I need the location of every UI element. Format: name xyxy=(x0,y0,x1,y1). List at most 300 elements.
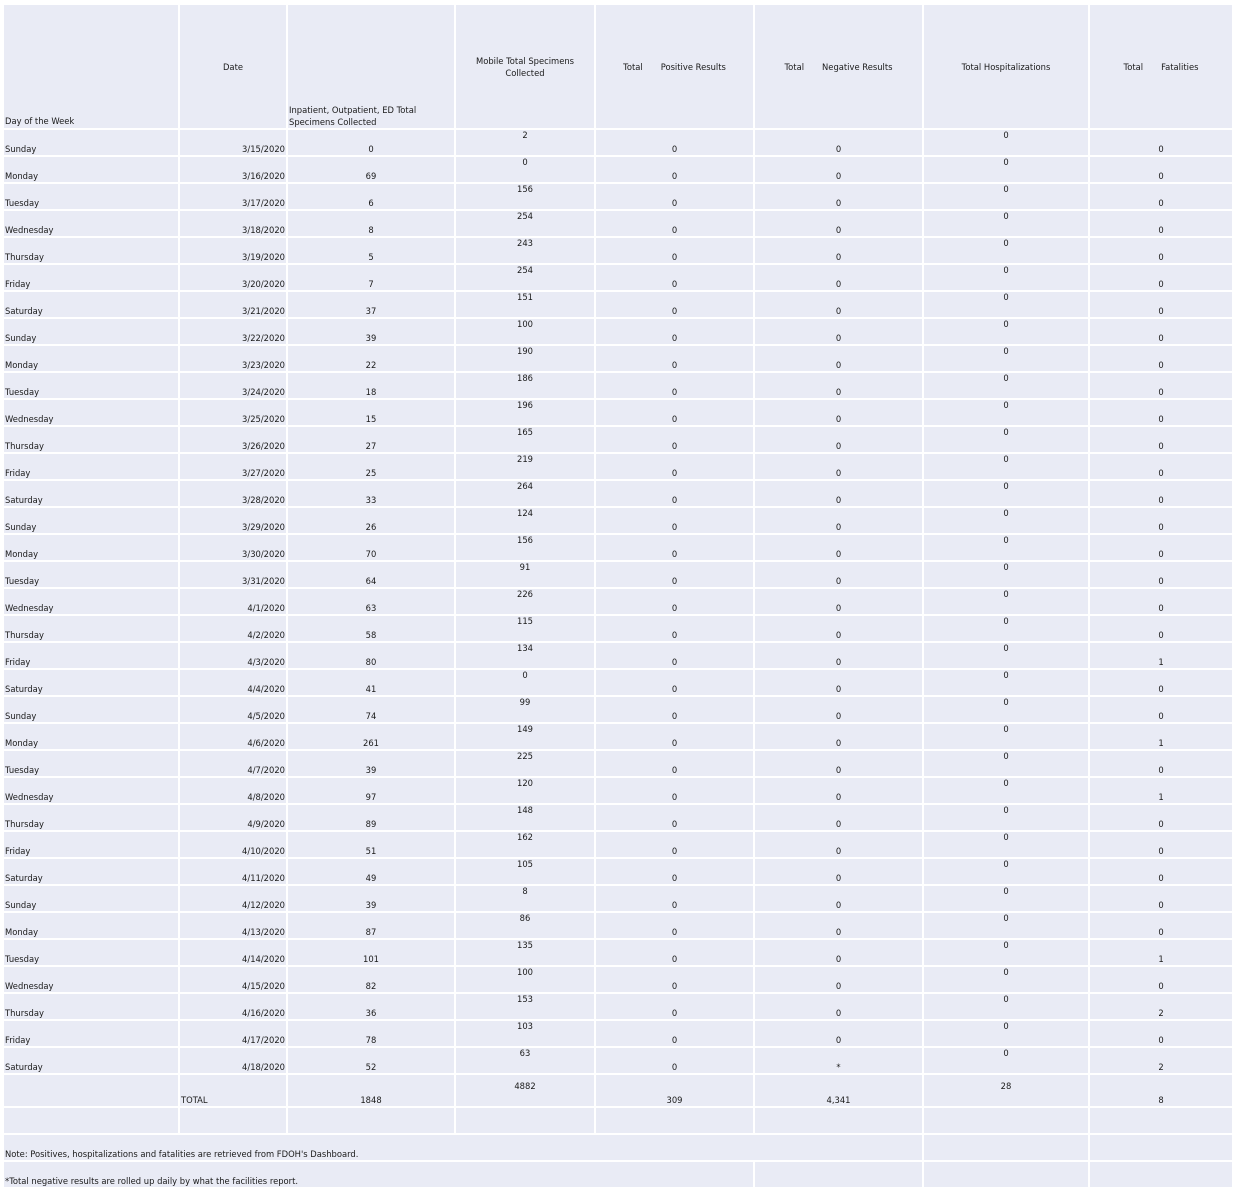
header-hospitalizations: Total Hospitalizations xyxy=(924,5,1088,128)
negative-cell: 0 xyxy=(755,346,922,371)
hospitalizations-cell: 0 xyxy=(924,967,1088,992)
ioe-specimens-cell: 89 xyxy=(288,805,454,830)
hospitalizations-cell: 0 xyxy=(924,940,1088,965)
table-row xyxy=(4,805,1232,830)
positive-cell: 0 xyxy=(596,913,753,938)
mobile-specimens-cell: 115 xyxy=(456,616,594,641)
positive-cell: 0 xyxy=(596,292,753,317)
positive-cell: 0 xyxy=(596,886,753,911)
positive-cell: 0 xyxy=(596,778,753,803)
mobile-specimens-cell: 156 xyxy=(456,184,594,209)
hospitalizations-cell: 0 xyxy=(924,400,1088,425)
negative-cell: 0 xyxy=(755,454,922,479)
header-fatalities-label: Fatalities xyxy=(1161,61,1199,72)
negative-cell: 0 xyxy=(755,697,922,722)
mobile-specimens-cell: 100 xyxy=(456,967,594,992)
table-row xyxy=(4,724,1232,749)
date-cell: 4/8/2020 xyxy=(180,778,286,803)
blank-cell xyxy=(924,1108,1088,1133)
ioe-specimens-cell: 63 xyxy=(288,589,454,614)
day-cell: Sunday xyxy=(4,886,178,911)
hospitalizations-cell: 0 xyxy=(924,670,1088,695)
ioe-specimens-cell: 22 xyxy=(288,346,454,371)
fatalities-cell: 2 xyxy=(1090,1048,1232,1073)
positive-cell: 0 xyxy=(596,859,753,884)
note-row-2 xyxy=(4,1162,1232,1187)
day-cell: Wednesday xyxy=(4,967,178,992)
hospitalizations-cell: 0 xyxy=(924,805,1088,830)
table-row xyxy=(4,589,1232,614)
hospitalizations-cell: 0 xyxy=(924,724,1088,749)
date-cell: 3/18/2020 xyxy=(180,211,286,236)
ioe-specimens-cell: 101 xyxy=(288,940,454,965)
negative-cell: 0 xyxy=(755,778,922,803)
date-cell: 3/26/2020 xyxy=(180,427,286,452)
blank-cell xyxy=(1090,1108,1232,1133)
hospitalizations-cell: 0 xyxy=(924,130,1088,155)
day-cell: Tuesday xyxy=(4,562,178,587)
negative-cell: 0 xyxy=(755,427,922,452)
positive-cell: 0 xyxy=(596,427,753,452)
ioe-specimens-cell: 51 xyxy=(288,832,454,857)
hospitalizations-cell: 0 xyxy=(924,238,1088,263)
mobile-specimens-cell: 162 xyxy=(456,832,594,857)
negative-cell: 0 xyxy=(755,319,922,344)
header-negative xyxy=(755,5,922,128)
positive-cell: 0 xyxy=(596,1021,753,1046)
hospitalizations-cell: 0 xyxy=(924,643,1088,668)
mobile-specimens-cell: 264 xyxy=(456,481,594,506)
mobile-specimens-cell: 0 xyxy=(456,157,594,182)
fatalities-cell: 0 xyxy=(1090,697,1232,722)
mobile-specimens-cell: 91 xyxy=(456,562,594,587)
negative-cell: 0 xyxy=(755,157,922,182)
table-row xyxy=(4,967,1232,992)
hospitalizations-cell: 0 xyxy=(924,346,1088,371)
fatalities-cell: 0 xyxy=(1090,832,1232,857)
negative-cell: 0 xyxy=(755,967,922,992)
positive-cell: 0 xyxy=(596,130,753,155)
negative-cell: 0 xyxy=(755,481,922,506)
fatalities-cell: 1 xyxy=(1090,643,1232,668)
blank-cell xyxy=(924,1135,1088,1160)
fatalities-cell: 0 xyxy=(1090,616,1232,641)
negative-cell: 0 xyxy=(755,670,922,695)
ioe-specimens-cell: 7 xyxy=(288,265,454,290)
fatalities-cell: 0 xyxy=(1090,292,1232,317)
date-cell: 4/1/2020 xyxy=(180,589,286,614)
date-cell: 4/5/2020 xyxy=(180,697,286,722)
hospitalizations-cell: 0 xyxy=(924,562,1088,587)
ioe-specimens-cell: 39 xyxy=(288,319,454,344)
mobile-specimens-cell: 196 xyxy=(456,400,594,425)
fatalities-cell: 0 xyxy=(1090,589,1232,614)
mobile-specimens-cell: 120 xyxy=(456,778,594,803)
fatalities-cell: 0 xyxy=(1090,967,1232,992)
ioe-specimens-cell: 15 xyxy=(288,400,454,425)
fatalities-cell: 0 xyxy=(1090,805,1232,830)
fatalities-cell: 0 xyxy=(1090,859,1232,884)
positive-cell: 0 xyxy=(596,1048,753,1073)
ioe-specimens-cell: 74 xyxy=(288,697,454,722)
mobile-specimens-cell: 86 xyxy=(456,913,594,938)
total-negative: 4,341 xyxy=(755,1075,922,1106)
ioe-specimens-cell: 52 xyxy=(288,1048,454,1073)
positive-cell: 0 xyxy=(596,994,753,1019)
mobile-specimens-cell: 105 xyxy=(456,859,594,884)
header-positive-total: Total xyxy=(623,61,643,72)
header-negative-results: Negative Results xyxy=(822,61,893,72)
positive-cell: 0 xyxy=(596,400,753,425)
date-cell: 4/16/2020 xyxy=(180,994,286,1019)
blank-cell xyxy=(924,1162,1088,1187)
table-row xyxy=(4,778,1232,803)
day-cell: Friday xyxy=(4,265,178,290)
fatalities-cell: 0 xyxy=(1090,184,1232,209)
date-cell: 3/31/2020 xyxy=(180,562,286,587)
hospitalizations-cell: 0 xyxy=(924,508,1088,533)
table-row xyxy=(4,481,1232,506)
positive-cell: 0 xyxy=(596,319,753,344)
header-mobile-specimens: Mobile Total Specimens Collected xyxy=(456,5,594,128)
day-cell: Monday xyxy=(4,346,178,371)
date-cell: 3/21/2020 xyxy=(180,292,286,317)
day-cell: Thursday xyxy=(4,616,178,641)
positive-cell: 0 xyxy=(596,211,753,236)
fatalities-cell: 1 xyxy=(1090,724,1232,749)
total-fatalities: 8 xyxy=(1090,1075,1232,1106)
hospitalizations-cell: 0 xyxy=(924,319,1088,344)
blank-cell xyxy=(596,1108,753,1133)
negative-cell: 0 xyxy=(755,751,922,776)
hospitalizations-cell: 0 xyxy=(924,292,1088,317)
fatalities-cell: 0 xyxy=(1090,751,1232,776)
table-row xyxy=(4,427,1232,452)
mobile-specimens-cell: 0 xyxy=(456,670,594,695)
blank-cell xyxy=(1090,1162,1232,1187)
negative-cell: 0 xyxy=(755,913,922,938)
fatalities-cell: 0 xyxy=(1090,400,1232,425)
hospitalizations-cell: 0 xyxy=(924,697,1088,722)
mobile-specimens-cell: 219 xyxy=(456,454,594,479)
ioe-specimens-cell: 36 xyxy=(288,994,454,1019)
mobile-specimens-cell: 2 xyxy=(456,130,594,155)
table-row xyxy=(4,616,1232,641)
ioe-specimens-cell: 5 xyxy=(288,238,454,263)
negative-cell: 0 xyxy=(755,292,922,317)
mobile-specimens-cell: 124 xyxy=(456,508,594,533)
table-row xyxy=(4,913,1232,938)
total-positive: 309 xyxy=(596,1075,753,1106)
hospitalizations-cell: 0 xyxy=(924,832,1088,857)
day-cell: Monday xyxy=(4,157,178,182)
positive-cell: 0 xyxy=(596,184,753,209)
mobile-specimens-cell: 156 xyxy=(456,535,594,560)
mobile-specimens-cell: 254 xyxy=(456,211,594,236)
hospitalizations-cell: 0 xyxy=(924,427,1088,452)
negative-cell: 0 xyxy=(755,859,922,884)
total-mobile: 4882 xyxy=(456,1075,594,1106)
fatalities-cell: 1 xyxy=(1090,940,1232,965)
day-cell: Saturday xyxy=(4,859,178,884)
total-hospitalizations: 28 xyxy=(924,1075,1088,1106)
hospitalizations-cell: 0 xyxy=(924,994,1088,1019)
negative-cell: 0 xyxy=(755,832,922,857)
mobile-specimens-cell: 148 xyxy=(456,805,594,830)
positive-cell: 0 xyxy=(596,805,753,830)
day-cell: Tuesday xyxy=(4,373,178,398)
positive-cell: 0 xyxy=(596,265,753,290)
day-cell: Thursday xyxy=(4,238,178,263)
date-cell: 3/25/2020 xyxy=(180,400,286,425)
fatalities-cell: 0 xyxy=(1090,913,1232,938)
mobile-specimens-cell: 226 xyxy=(456,589,594,614)
negative-cell: 0 xyxy=(755,994,922,1019)
total-spacer xyxy=(4,1075,178,1106)
ioe-specimens-cell: 26 xyxy=(288,508,454,533)
ioe-specimens-cell: 69 xyxy=(288,157,454,182)
date-cell: 3/17/2020 xyxy=(180,184,286,209)
fatalities-cell: 0 xyxy=(1090,454,1232,479)
negative-cell: * xyxy=(755,1048,922,1073)
table-row xyxy=(4,211,1232,236)
table-row xyxy=(4,319,1232,344)
positive-cell: 0 xyxy=(596,481,753,506)
ioe-specimens-cell: 33 xyxy=(288,481,454,506)
date-cell: 3/28/2020 xyxy=(180,481,286,506)
positive-cell: 0 xyxy=(596,967,753,992)
table-row xyxy=(4,697,1232,722)
header-date: Date xyxy=(180,5,286,128)
positive-cell: 0 xyxy=(596,562,753,587)
table-row xyxy=(4,400,1232,425)
table-row xyxy=(4,1048,1232,1073)
note-dashboard: Note: Positives, hospitalizations and fatalities are retrieved from FDOH's Dashboard. xyxy=(4,1135,922,1160)
fatalities-cell: 2 xyxy=(1090,994,1232,1019)
date-cell: 4/3/2020 xyxy=(180,643,286,668)
positive-cell: 0 xyxy=(596,724,753,749)
fatalities-cell: 0 xyxy=(1090,508,1232,533)
day-cell: Saturday xyxy=(4,481,178,506)
negative-cell: 0 xyxy=(755,508,922,533)
day-cell: Wednesday xyxy=(4,400,178,425)
ioe-specimens-cell: 70 xyxy=(288,535,454,560)
ioe-specimens-cell: 18 xyxy=(288,373,454,398)
mobile-specimens-cell: 190 xyxy=(456,346,594,371)
hospitalizations-cell: 0 xyxy=(924,535,1088,560)
negative-cell: 0 xyxy=(755,562,922,587)
day-cell: Monday xyxy=(4,913,178,938)
negative-cell: 0 xyxy=(755,211,922,236)
day-cell: Friday xyxy=(4,643,178,668)
table-row xyxy=(4,859,1232,884)
fatalities-cell: 0 xyxy=(1090,1021,1232,1046)
date-cell: 4/12/2020 xyxy=(180,886,286,911)
blank-cell xyxy=(1090,1135,1232,1160)
mobile-specimens-cell: 8 xyxy=(456,886,594,911)
note-row-1 xyxy=(4,1135,1232,1160)
table-row xyxy=(4,292,1232,317)
table-row xyxy=(4,940,1232,965)
blank-cell xyxy=(180,1108,286,1133)
hospitalizations-cell: 0 xyxy=(924,373,1088,398)
table-row xyxy=(4,184,1232,209)
negative-cell: 0 xyxy=(755,940,922,965)
positive-cell: 0 xyxy=(596,157,753,182)
mobile-specimens-cell: 99 xyxy=(456,697,594,722)
header-fatalities xyxy=(1090,5,1232,128)
fatalities-cell: 1 xyxy=(1090,778,1232,803)
date-cell: 4/4/2020 xyxy=(180,670,286,695)
date-cell: 3/19/2020 xyxy=(180,238,286,263)
mobile-specimens-cell: 134 xyxy=(456,643,594,668)
day-cell: Tuesday xyxy=(4,751,178,776)
date-cell: 3/22/2020 xyxy=(180,319,286,344)
date-cell: 4/15/2020 xyxy=(180,967,286,992)
fatalities-cell: 0 xyxy=(1090,562,1232,587)
date-cell: 4/6/2020 xyxy=(180,724,286,749)
table-row xyxy=(4,994,1232,1019)
positive-cell: 0 xyxy=(596,535,753,560)
header-row xyxy=(4,5,1232,128)
hospitalizations-cell: 0 xyxy=(924,1021,1088,1046)
mobile-specimens-cell: 151 xyxy=(456,292,594,317)
date-cell: 4/7/2020 xyxy=(180,751,286,776)
negative-cell: 0 xyxy=(755,805,922,830)
mobile-specimens-cell: 63 xyxy=(456,1048,594,1073)
day-cell: Thursday xyxy=(4,994,178,1019)
fatalities-cell: 0 xyxy=(1090,211,1232,236)
ioe-specimens-cell: 80 xyxy=(288,643,454,668)
table-row xyxy=(4,454,1232,479)
day-cell: Thursday xyxy=(4,427,178,452)
negative-cell: 0 xyxy=(755,616,922,641)
hospitalizations-cell: 0 xyxy=(924,589,1088,614)
day-cell: Tuesday xyxy=(4,940,178,965)
header-positive xyxy=(596,5,753,128)
ioe-specimens-cell: 8 xyxy=(288,211,454,236)
mobile-specimens-cell: 165 xyxy=(456,427,594,452)
table-row xyxy=(4,238,1232,263)
day-cell: Wednesday xyxy=(4,778,178,803)
blank-cell xyxy=(755,1108,922,1133)
header-negative-total: Total xyxy=(784,61,805,72)
positive-cell: 0 xyxy=(596,373,753,398)
date-cell: 4/13/2020 xyxy=(180,913,286,938)
ioe-specimens-cell: 25 xyxy=(288,454,454,479)
date-cell: 4/18/2020 xyxy=(180,1048,286,1073)
day-cell: Friday xyxy=(4,454,178,479)
hospitalizations-cell: 0 xyxy=(924,751,1088,776)
date-cell: 4/11/2020 xyxy=(180,859,286,884)
blank-cell xyxy=(755,1162,922,1187)
hospitalizations-cell: 0 xyxy=(924,913,1088,938)
negative-cell: 0 xyxy=(755,238,922,263)
header-day-of-week: Day of the Week xyxy=(4,5,178,128)
negative-cell: 0 xyxy=(755,886,922,911)
ioe-specimens-cell: 97 xyxy=(288,778,454,803)
table-row xyxy=(4,535,1232,560)
positive-cell: 0 xyxy=(596,508,753,533)
positive-cell: 0 xyxy=(596,697,753,722)
table-row xyxy=(4,157,1232,182)
mobile-specimens-cell: 153 xyxy=(456,994,594,1019)
table-row xyxy=(4,751,1232,776)
ioe-specimens-cell: 6 xyxy=(288,184,454,209)
fatalities-cell: 0 xyxy=(1090,346,1232,371)
fatalities-cell: 0 xyxy=(1090,481,1232,506)
hospitalizations-cell: 0 xyxy=(924,886,1088,911)
table-row xyxy=(4,832,1232,857)
day-cell: Saturday xyxy=(4,1048,178,1073)
date-cell: 4/9/2020 xyxy=(180,805,286,830)
fatalities-cell: 0 xyxy=(1090,265,1232,290)
table-row xyxy=(4,508,1232,533)
fatalities-cell: 0 xyxy=(1090,157,1232,182)
covid-testing-table xyxy=(2,3,1234,1189)
negative-cell: 0 xyxy=(755,373,922,398)
day-cell: Wednesday xyxy=(4,589,178,614)
table-row xyxy=(4,670,1232,695)
date-cell: 3/15/2020 xyxy=(180,130,286,155)
ioe-specimens-cell: 58 xyxy=(288,616,454,641)
day-cell: Friday xyxy=(4,832,178,857)
ioe-specimens-cell: 78 xyxy=(288,1021,454,1046)
negative-cell: 0 xyxy=(755,535,922,560)
blank-row xyxy=(4,1108,1232,1133)
day-cell: Thursday xyxy=(4,805,178,830)
negative-cell: 0 xyxy=(755,265,922,290)
hospitalizations-cell: 0 xyxy=(924,616,1088,641)
date-cell: 3/29/2020 xyxy=(180,508,286,533)
ioe-specimens-cell: 49 xyxy=(288,859,454,884)
day-cell: Tuesday xyxy=(4,184,178,209)
mobile-specimens-cell: 149 xyxy=(456,724,594,749)
total-ioe: 1848 xyxy=(288,1075,454,1106)
fatalities-cell: 0 xyxy=(1090,373,1232,398)
fatalities-cell: 0 xyxy=(1090,130,1232,155)
mobile-specimens-cell: 103 xyxy=(456,1021,594,1046)
hospitalizations-cell: 0 xyxy=(924,1048,1088,1073)
date-cell: 3/16/2020 xyxy=(180,157,286,182)
mobile-specimens-cell: 243 xyxy=(456,238,594,263)
mobile-specimens-cell: 100 xyxy=(456,319,594,344)
negative-cell: 0 xyxy=(755,184,922,209)
negative-cell: 0 xyxy=(755,400,922,425)
total-row xyxy=(4,1075,1232,1106)
day-cell: Sunday xyxy=(4,508,178,533)
ioe-specimens-cell: 87 xyxy=(288,913,454,938)
positive-cell: 0 xyxy=(596,589,753,614)
negative-cell: 0 xyxy=(755,724,922,749)
mobile-specimens-cell: 186 xyxy=(456,373,594,398)
day-cell: Monday xyxy=(4,535,178,560)
date-cell: 4/17/2020 xyxy=(180,1021,286,1046)
date-cell: 4/2/2020 xyxy=(180,616,286,641)
positive-cell: 0 xyxy=(596,670,753,695)
hospitalizations-cell: 0 xyxy=(924,211,1088,236)
table-row xyxy=(4,1021,1232,1046)
hospitalizations-cell: 0 xyxy=(924,265,1088,290)
mobile-specimens-cell: 225 xyxy=(456,751,594,776)
positive-cell: 0 xyxy=(596,616,753,641)
ioe-specimens-cell: 64 xyxy=(288,562,454,587)
hospitalizations-cell: 0 xyxy=(924,778,1088,803)
fatalities-cell: 0 xyxy=(1090,535,1232,560)
total-label: TOTAL xyxy=(180,1075,286,1106)
blank-cell xyxy=(288,1108,454,1133)
table-row xyxy=(4,346,1232,371)
